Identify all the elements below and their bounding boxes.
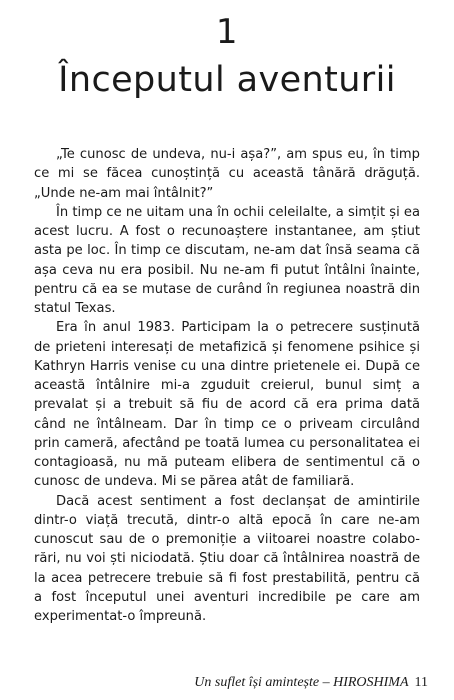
paragraph-2: În timp ce ne uitam una în ochii celeilalte, a simțit și ea acest lucru. A fost o recunoaștere instantanee, am știut asta pe loc. În timp ce discutam, ne-am dat însă seama că așa ceva nu era posibil. Nu ne-am fi putut întâlni înainte, pentru că ea se mutase de curând în regiunea noastră din statul Texas. [34, 204, 420, 316]
page-number: 11 [414, 675, 428, 690]
page-footer [194, 674, 428, 692]
chapter-title: Începutul aventurii [58, 60, 396, 100]
paragraph-3: Era în anul 1983. Participam la o petrecere susținută de prieteni interesați de metafizică și fenomene psihice și Kathryn Harris venise cu una dintre prietenele ei. După ce această întâlnire mi-a zguduit creierul, bunul simț a prevalat și a trebuit să fiu de acord că era prima dată când ne întâlneam. Dar în timp ce o priveam circulând prin cameră, afectând pe toată lumea cu personalitatea ei contagioasă, nu mă puteam elibera de sentimentul că o cunosc de undeva. Mi se părea atât de familiară. [34, 320, 420, 490]
body-text [34, 145, 420, 626]
running-title: Un suflet își amintește – HIROSHIMA [194, 675, 409, 690]
chapter-number: 1 [215, 12, 239, 52]
paragraph-4: Dacă acest sentiment a fost declanșat de amintirile dintr-o viață trecută, dintr-o altă epocă în care ne-am cunoscut sau de o premoniție a viitoarei noastre colaborări, nu voi ști niciodată. Știu doar că întâlnirea noastră de la acea petrecere trebuie să fi fost prestabilită, pentru că a fost începutul unei aventuri incredibile pe care am experimentat-o împreună. [34, 493, 420, 624]
paragraph-1: „Te cunosc de undeva, nu-i așa?”, am spus eu, în timp ce mi se făcea cunoștință cu această tânără drăguță. „Unde ne-am mai întâlnit?” [34, 147, 420, 201]
